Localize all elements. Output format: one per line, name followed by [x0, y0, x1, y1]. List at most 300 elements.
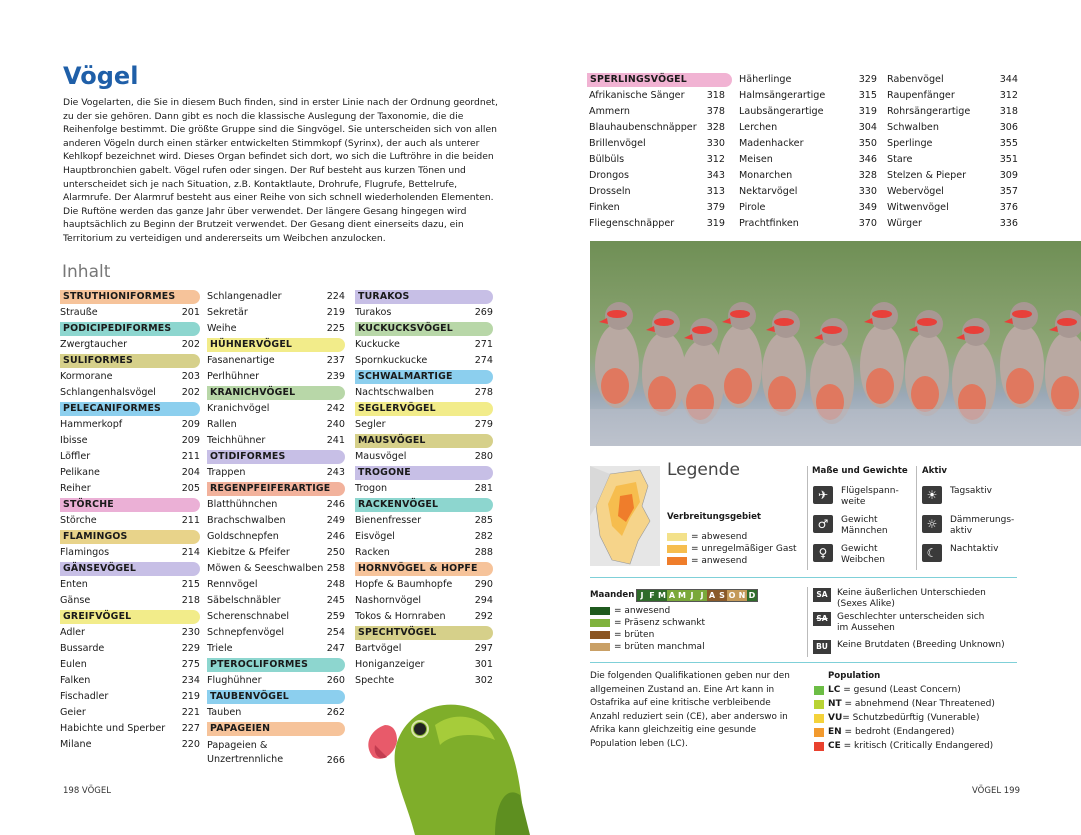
intro-paragraph: Die Vogelarten, die Sie in diesem Buch finden, sind in erster Linie nach der Ordnung geordnet, zu der sie gehören. Dann gibt es noch die klassische Auslegung der Taxonomie, die die Reihenfolge bestimmt. Die größte Gruppe sind die Singvögel. Sie unterscheiden sich von allen anderen Vögeln durch einen stärker entwickelten Stimmkopf (Syrinx), der auch als unterer Kehlkopf bezeichnet wird. Dieses Organ befindet sich dort, wo sich die Luftröhre in die beiden Hauptbronchien gabelt. Vögel rufen oder singen. Der Ruf besteht aus kurzen Tönen und unterscheidet sich je nach Situation, z.B. Kontaktlaute, Drohrufe, Flugrufe, Bettelrufe, Alarmrufe. Der Alarmruf besteht aus einer Reihe von sich schnell wiederholenden Elementen. Die Ruftöne werden das ganze Jahr über verwendet. Der längere Gesang hingegen wird hauptsächlich zu Beginn der Brutzeit verwendet. Der Gesang dient einerseits dazu, ein Territorium zu verteidigen und andererseits um Weibchen anzulocken.	[63, 97, 498, 244]
entry-name: Bartvögel	[355, 643, 402, 654]
entry-name: Bülbüls	[589, 154, 625, 165]
section-header-sperlingsvoegel: SPERLINGSVÖGEL	[587, 73, 732, 87]
contents-entry	[207, 513, 345, 529]
distribution-label: Verbreitungsgebiet	[667, 512, 762, 522]
waxbill-belly	[601, 368, 629, 404]
population-label	[828, 713, 979, 723]
contents-entry	[60, 513, 200, 529]
passerine-entry	[887, 152, 1018, 168]
contents-column-2	[207, 289, 345, 769]
entry-name: Mausvögel	[355, 451, 407, 462]
entry-page: 211	[181, 515, 200, 526]
entry-name: Bussarde	[60, 643, 105, 654]
entry-page: 279	[474, 419, 493, 430]
entry-name: Sekretär	[207, 307, 248, 318]
month-cell: J	[637, 590, 647, 601]
entry-page: 250	[326, 547, 345, 558]
passerine-entry	[589, 136, 725, 152]
entry-page: 241	[326, 435, 345, 446]
entry-page: 315	[858, 90, 877, 101]
section-header: TURAKOS	[355, 290, 493, 304]
entry-page: 319	[706, 218, 725, 229]
contents-entry	[207, 417, 345, 433]
population-code: VU	[828, 713, 843, 723]
entry-name: Kormorane	[60, 371, 113, 382]
section-header: OTIDIFORMES	[207, 450, 345, 464]
contents-entry	[355, 449, 493, 465]
entry-name: Teichhühner	[207, 435, 266, 446]
section-header: SPECHTVÖGEL	[355, 626, 493, 640]
waxbill-eye-stripe	[1012, 310, 1032, 318]
population-desc: = Schutzbedürftig (Vunerable)	[842, 713, 980, 723]
population-title: Population	[828, 671, 881, 681]
passerine-entry	[887, 120, 1018, 136]
entry-name: Honiganzeiger	[355, 659, 425, 670]
distribution-item	[667, 556, 747, 566]
section-header: FLAMINGOS	[60, 530, 200, 544]
population-code: CE	[828, 741, 841, 751]
color-swatch	[814, 742, 824, 751]
waxbill-eye-stripe	[730, 310, 750, 318]
twilight-icon: ☼	[922, 515, 942, 533]
contents-entry	[207, 625, 345, 641]
entry-page: 285	[474, 515, 493, 526]
passerine-entry	[887, 184, 1018, 200]
waxbill-belly	[1051, 376, 1079, 412]
entry-page: 246	[326, 531, 345, 542]
legend-title: Legende	[667, 460, 740, 480]
month-cell: J	[687, 590, 697, 601]
entry-page: 246	[326, 499, 345, 510]
entry-name: Strauße	[60, 307, 98, 318]
color-swatch	[667, 533, 687, 541]
contents-entry	[60, 625, 200, 641]
entry-page: 319	[858, 106, 877, 117]
contents-entry	[60, 385, 200, 401]
contents-entry	[355, 353, 493, 369]
contents-entry	[207, 609, 345, 625]
entry-name: Triele	[207, 643, 233, 654]
section-header: STÖRCHE	[60, 498, 200, 512]
section-header: RACKENVÖGEL	[355, 498, 493, 512]
contents-entry	[355, 545, 493, 561]
waxbill-eye-stripe	[607, 310, 627, 318]
contents-entry	[355, 657, 493, 673]
contents-entry	[207, 289, 345, 305]
month-cell: O	[728, 591, 736, 600]
entry-name: Löffler	[60, 451, 91, 462]
entry-page: 344	[999, 74, 1018, 85]
contents-entry	[207, 641, 345, 657]
item-label: = anwesend	[614, 606, 671, 616]
moon-icon: ☾	[922, 544, 942, 562]
month-cell: J	[697, 590, 707, 601]
entry-name: Blatthühnchen	[207, 499, 278, 510]
color-swatch	[590, 643, 610, 651]
entry-name: Schwalben	[887, 122, 939, 133]
entry-page: 313	[706, 186, 725, 197]
section-header: PODICIPEDIFORMES	[60, 322, 200, 336]
passerine-entry	[589, 104, 725, 120]
contents-entry	[207, 529, 345, 545]
contents-entry	[207, 305, 345, 321]
passerines-column-1	[589, 88, 725, 232]
contents-entry	[207, 321, 345, 337]
contents-entry	[355, 577, 493, 593]
waxbill-belly	[866, 368, 894, 404]
section-header: PELECANIFORMES	[60, 402, 200, 416]
entry-page: 262	[326, 707, 345, 718]
entry-page: 215	[181, 579, 200, 590]
entry-name: Trappen	[207, 467, 246, 478]
contents-entry	[355, 481, 493, 497]
contents-entry	[60, 481, 200, 497]
male-icon: ♂	[813, 515, 833, 533]
section-header: KUCKUCKSVÖGEL	[355, 322, 493, 336]
color-swatch	[590, 607, 610, 615]
entry-name: Reiher	[60, 483, 91, 494]
entry-page: 211	[181, 451, 200, 462]
contents-entry	[355, 641, 493, 657]
entry-page: 306	[999, 122, 1018, 133]
passerine-entry	[589, 88, 725, 104]
contents-entry	[60, 673, 200, 689]
entry-page: 237	[326, 355, 345, 366]
entry-name: Perlhühner	[207, 371, 260, 382]
entry-name: Rabenvögel	[887, 74, 944, 85]
month-legend-item	[590, 630, 654, 640]
entry-name: Milane	[60, 739, 92, 750]
entry-name: Prachtfinken	[739, 218, 799, 229]
population-code: EN	[828, 727, 842, 737]
measures-title: Maße und Gewichte	[812, 466, 908, 476]
entry-page: 225	[326, 323, 345, 334]
activity-title: Aktiv	[922, 466, 948, 476]
entry-page: 234	[181, 675, 200, 686]
entry-name: Enten	[60, 579, 88, 590]
entry-name: Würger	[887, 218, 922, 229]
entry-page: 280	[474, 451, 493, 462]
contents-column-1	[60, 289, 200, 753]
entry-name: Madenhacker	[739, 138, 804, 149]
entry-page: 219	[181, 691, 200, 702]
population-item	[814, 699, 995, 709]
entry-name: Säbelschnäbler	[207, 595, 281, 606]
population-code: NT	[828, 699, 842, 709]
wingspan-icon: ✈	[813, 486, 833, 504]
entry-name: Stare	[887, 154, 913, 165]
month-cell: N	[738, 591, 746, 600]
entry-page: 242	[326, 403, 345, 414]
entry-name: Finken	[589, 202, 620, 213]
entry-page: 357	[999, 186, 1018, 197]
page-number-left: 198 VÖGEL	[63, 786, 111, 796]
entry-page: 229	[181, 643, 200, 654]
entry-page: 378	[706, 106, 725, 117]
entry-page: 248	[326, 579, 345, 590]
waxbill-eye-stripe	[1057, 318, 1077, 326]
contents-entry	[60, 337, 200, 353]
section-header: SULIFORMES	[60, 354, 200, 368]
contents-entry	[60, 641, 200, 657]
section-header: REGENPFEIFERARTIGE	[207, 482, 345, 496]
passerine-entry	[739, 120, 877, 136]
passerine-entry	[739, 88, 877, 104]
legend-divider	[916, 466, 917, 570]
icon-label: Dämmerungs- aktiv	[950, 515, 1015, 536]
entry-name: Laubsängerartige	[739, 106, 824, 117]
waxbill-eye-stripe	[872, 310, 892, 318]
entry-name: Schlangenhalsvögel	[60, 387, 156, 398]
passerine-entry	[887, 88, 1018, 104]
section-header: PTEROCLIFORMES	[207, 658, 345, 672]
entry-name: Halmsängerartige	[739, 90, 826, 101]
entry-name: Schnepfenvögel	[207, 627, 285, 638]
waxbill-eye-stripe	[692, 326, 712, 334]
legend-divider	[807, 587, 808, 657]
entry-name: Lerchen	[739, 122, 778, 133]
entry-page: 220	[181, 739, 200, 750]
color-swatch	[667, 545, 687, 553]
waxbill-belly	[648, 376, 676, 412]
entry-name: Möwen & Seeschwalben	[207, 563, 324, 574]
item-label: = abwesend	[691, 532, 748, 542]
contents-entry	[207, 737, 345, 769]
contents-entry	[355, 417, 493, 433]
contents-entry	[207, 369, 345, 385]
icon-label: Nachtaktiv	[950, 544, 999, 554]
month-cell: M	[678, 591, 686, 600]
entry-page: 221	[181, 707, 200, 718]
month-legend-item	[590, 606, 670, 616]
icon-label: Gewicht Männchen	[841, 515, 888, 536]
entry-page: 224	[326, 291, 345, 302]
entry-page: 219	[326, 307, 345, 318]
passerine-entry	[589, 216, 725, 232]
contents-entry	[207, 705, 345, 721]
entry-page: 271	[474, 339, 493, 350]
contents-entry	[207, 433, 345, 449]
population-label	[828, 741, 993, 751]
entry-page: 259	[326, 611, 345, 622]
section-header: TAUBENVÖGEL	[207, 690, 345, 704]
population-label	[828, 685, 961, 695]
entry-page: 301	[474, 659, 493, 670]
population-desc: = gesund (Least Concern)	[840, 685, 961, 695]
month-cell: A	[668, 591, 676, 600]
population-item	[814, 741, 993, 751]
passerine-entry	[739, 104, 877, 120]
entry-page: 330	[858, 186, 877, 197]
entry-page: 209	[181, 419, 200, 430]
entry-name: Ammern	[589, 106, 631, 117]
entry-page: 239	[326, 371, 345, 382]
contents-entry	[60, 545, 200, 561]
entry-page: 230	[181, 627, 200, 638]
breeding-unknown-icon: BU	[813, 640, 831, 654]
contents-entry	[355, 513, 493, 529]
passerine-entry	[739, 152, 877, 168]
month-cell: A	[708, 591, 716, 600]
item-label: = brüten	[614, 630, 655, 640]
contents-entry	[60, 593, 200, 609]
entry-page: 258	[326, 563, 345, 574]
entry-name: Racken	[355, 547, 390, 558]
contents-entry	[60, 417, 200, 433]
color-swatch	[667, 557, 687, 565]
entry-page: 376	[999, 202, 1018, 213]
contents-entry	[355, 609, 493, 625]
passerine-entry	[887, 136, 1018, 152]
contents-entry	[355, 593, 493, 609]
section-header: PAPAGEIEN	[207, 722, 345, 736]
page-number-right: VÖGEL 199	[972, 786, 1020, 796]
contents-entry	[355, 337, 493, 353]
entry-name: Nachtschwalben	[355, 387, 434, 398]
contents-entry	[207, 561, 345, 577]
entry-page: 288	[474, 547, 493, 558]
item-label: = brüten manchmal	[614, 642, 705, 652]
entry-name: Drosseln	[589, 186, 631, 197]
female-icon: ♀	[813, 544, 833, 562]
entry-page: 290	[474, 579, 493, 590]
entry-page: 247	[326, 643, 345, 654]
entry-page: 294	[474, 595, 493, 606]
entry-name: Stelzen & Pieper	[887, 170, 967, 181]
month-cell: M	[658, 591, 666, 600]
contents-entry	[60, 305, 200, 321]
entry-page: 209	[181, 435, 200, 446]
entry-page: 275	[181, 659, 200, 670]
entry-name: Kranichvögel	[207, 403, 270, 414]
contents-column-3	[355, 289, 493, 689]
entry-name: Brachschwalben	[207, 515, 286, 526]
entry-page: 292	[474, 611, 493, 622]
population-code: LC	[828, 685, 841, 695]
population-item	[814, 713, 979, 723]
entry-name: Fischadler	[60, 691, 109, 702]
entry-name: Rennvögel	[207, 579, 258, 590]
month-cell: S	[717, 590, 727, 601]
waxbill-belly	[724, 368, 752, 404]
entry-page: 201	[181, 307, 200, 318]
distribution-item	[667, 532, 747, 542]
sexes-differ-icon: SA	[813, 612, 831, 626]
section-header: HORNVÖGEL & HOPFE	[355, 562, 493, 576]
color-swatch	[590, 631, 610, 639]
entry-name: Turakos	[355, 307, 392, 318]
entry-page: 318	[999, 106, 1018, 117]
entry-page: 370	[858, 218, 877, 229]
contents-entry	[355, 529, 493, 545]
entry-page: 204	[181, 467, 200, 478]
waxbill-eye-stripe	[964, 326, 984, 334]
waxbill-eye-stripe	[774, 318, 794, 326]
contents-entry	[207, 353, 345, 369]
contents-entry	[60, 705, 200, 721]
passerine-entry	[739, 72, 877, 88]
color-swatch	[814, 714, 824, 723]
section-header: SEGLERVÖGEL	[355, 402, 493, 416]
contents-entry	[355, 385, 493, 401]
entry-name: Segler	[355, 419, 386, 430]
entry-page: 266	[326, 755, 345, 766]
entry-name: Afrikanische Sänger	[589, 90, 685, 101]
entry-name: Pirole	[739, 202, 766, 213]
entry-page: 297	[474, 643, 493, 654]
contents-entry	[60, 657, 200, 673]
entry-name: Adler	[60, 627, 85, 638]
section-header: GREIFVÖGEL	[60, 610, 200, 624]
contents-heading: Inhalt	[62, 262, 111, 282]
entry-page: 202	[181, 339, 200, 350]
contents-entry	[60, 721, 200, 737]
section-header: GÄNSEVÖGEL	[60, 562, 200, 576]
waxbill-belly	[911, 376, 939, 412]
month-legend-item	[590, 618, 705, 628]
entry-name: Fasanenartige	[207, 355, 275, 366]
entry-page: 379	[706, 202, 725, 213]
month-legend-item	[590, 642, 705, 652]
passerine-entry	[739, 184, 877, 200]
sex-label: Keine äußerlichen Unterschieden (Sexes Alike)	[837, 588, 986, 609]
entry-page: 205	[181, 483, 200, 494]
entry-name: Hopfe & Baumhopfe	[355, 579, 453, 590]
page-title: Vögel	[63, 62, 139, 90]
waxbill-belly	[1006, 368, 1034, 404]
entry-name: Blauhaubenschnäpper	[589, 122, 697, 133]
waxbill-belly	[768, 376, 796, 412]
waxbill-photo	[590, 241, 1081, 446]
entry-page: 240	[326, 419, 345, 430]
waxbill-eye-stripe	[917, 318, 937, 326]
parrot-photo	[345, 685, 545, 835]
section-header: MAUSVÖGEL	[355, 434, 493, 448]
contents-entry	[60, 433, 200, 449]
distribution-map	[590, 466, 660, 566]
entry-page: 281	[474, 483, 493, 494]
entry-name: Flughühner	[207, 675, 262, 686]
passerine-entry	[589, 184, 725, 200]
population-item	[814, 727, 954, 737]
entry-name: Brillenvögel	[589, 138, 646, 149]
entry-name: Weihe	[207, 323, 237, 334]
entry-page: 254	[326, 627, 345, 638]
contents-entry	[60, 369, 200, 385]
passerine-entry	[887, 200, 1018, 216]
entry-name: Häherlinge	[739, 74, 792, 85]
passerine-entry	[589, 168, 725, 184]
waxbill-eye-stripe	[654, 318, 674, 326]
entry-name: Scherenschnabel	[207, 611, 290, 622]
entry-name: Störche	[60, 515, 97, 526]
entry-page: 249	[326, 515, 345, 526]
entry-name: Ibisse	[60, 435, 88, 446]
contents-entry	[60, 737, 200, 753]
distribution-item	[667, 544, 797, 554]
passerine-entry	[589, 200, 725, 216]
entry-name: Bienenfresser	[355, 515, 422, 526]
entry-name: Pelikane	[60, 467, 100, 478]
entry-name: Nashornvögel	[355, 595, 422, 606]
entry-page: 274	[474, 355, 493, 366]
entry-name: Meisen	[739, 154, 773, 165]
passerine-entry	[739, 136, 877, 152]
sexes-alike-icon: SA	[813, 588, 831, 602]
entry-name: Nektarvögel	[739, 186, 798, 197]
qualification-text: Die folgenden Qualifikationen geben nur den allgemeinen Zustand an. Eine Art kann in Ostafrika auf eine kritische verbleibende Anzahl reduziert sein (CE), aber anderswo in Afrika kann gleichzeitig eine gesunde Population leben (LC).	[590, 671, 790, 749]
entry-name: Geier	[60, 707, 86, 718]
